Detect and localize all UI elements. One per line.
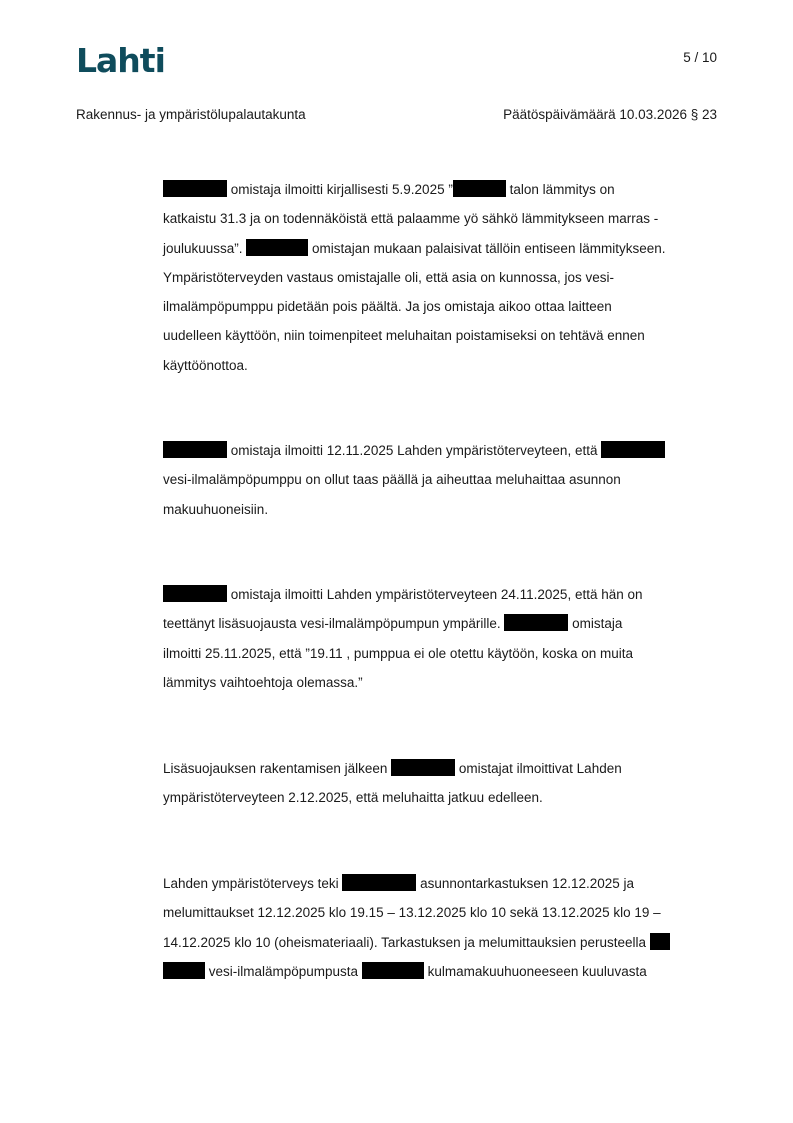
- redaction-block: [601, 441, 665, 458]
- paragraph: [163, 175, 723, 380]
- text-line: omistaja ilmoitti 12.11.2025 Lahden ympäristöterveyteen, että: [163, 436, 723, 465]
- text-line: ilmalämpöpumppu pidetään pois päältä. Ja jos omistaja aikoo ottaa laitteen: [163, 299, 612, 315]
- text-line: melumittaukset 12.12.2025 klo 19.15 – 13.12.2025 klo 10 sekä 13.12.2025 klo 19 –: [163, 905, 661, 921]
- text-line: teettänyt lisäsuojausta vesi-ilmalämpöpumpun ympärille. omistaja: [163, 616, 623, 632]
- text-line: vesi-ilmalämpöpumpusta kulmamakuuhuoneeseen kuuluvasta: [163, 957, 723, 986]
- text-line: omistaja ilmoitti kirjallisesti 5.9.2025 ” talon lämmitys on: [163, 175, 723, 204]
- redaction-block: [453, 180, 506, 197]
- paragraph: [163, 869, 723, 986]
- redaction-block: [362, 962, 424, 979]
- text-line: omistaja ilmoitti Lahden ympäristöterveyteen 24.11.2025, että hän on: [163, 580, 723, 609]
- paragraph: [163, 436, 723, 524]
- text-line: ympäristöterveyteen 2.12.2025, että meluhaitta jatkuu edelleen.: [163, 790, 543, 806]
- redaction-block: [163, 180, 227, 197]
- redaction-block: [650, 933, 670, 950]
- redaction-block: [391, 759, 455, 776]
- paragraph: [163, 754, 723, 813]
- lahti-logo: Lahti: [76, 41, 165, 80]
- paragraph: [163, 580, 723, 697]
- board-name: Rakennus- ja ympäristölupalautakunta: [76, 107, 306, 122]
- text-line: uudelleen käyttöön, niin toimenpiteet meluhaitan poistamiseksi on tehtävä ennen: [163, 328, 645, 344]
- redaction-block: [504, 614, 568, 631]
- redaction-block: [163, 962, 205, 979]
- text-line: joulukuussa”. omistajan mukaan palaisivat tällöin entiseen lämmitykseen.: [163, 240, 666, 256]
- redaction-block: [342, 874, 416, 891]
- redaction-block: [246, 239, 308, 256]
- redaction-block: [163, 585, 227, 602]
- text-line: ilmoitti 25.11.2025, että ”19.11 , pumppua ei ole otettu käytöön, koska on muita: [163, 645, 634, 661]
- text-line: Lisäsuojauksen rakentamisen jälkeen omistajat ilmoittivat Lahden: [163, 761, 622, 776]
- text-line: 14.12.2025 klo 10 (oheismateriaali). Tarkastuksen ja melumittauksien perusteella: [163, 928, 723, 957]
- text-line: makuuhuoneisiin.: [163, 501, 269, 517]
- text-line: lämmitys vaihtoehtoja olemassa.”: [163, 674, 363, 690]
- text-line: Ympäristöterveyden vastaus omistajalle oli, että asia on kunnossa, jos vesi-: [163, 269, 614, 285]
- text-line: käyttöönottoa.: [163, 357, 248, 373]
- text-line: katkaistu 31.3 ja on todennäköistä että palaamme yö sähkö lämmitykseen marras -: [163, 211, 659, 227]
- decision-date: Päätöspäivämäärä 10.03.2026 § 23: [503, 107, 717, 122]
- text-line: Lahden ympäristöterveys teki asunnontarkastuksen 12.12.2025 ja: [163, 876, 635, 891]
- redaction-block: [163, 441, 227, 458]
- page-number: 5 / 10: [683, 50, 717, 65]
- text-line: vesi-ilmalämpöpumppu on ollut taas päällä ja aiheuttaa meluhaittaa asunnon: [163, 472, 621, 488]
